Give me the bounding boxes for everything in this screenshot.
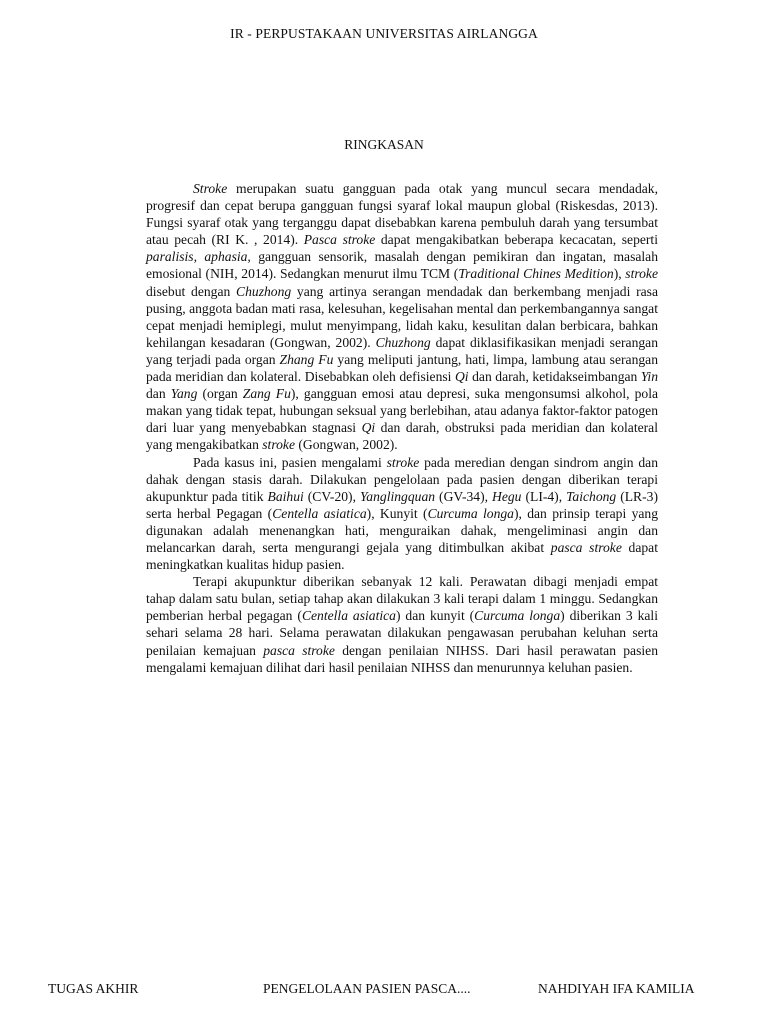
footer-center-label: PENGELOLAAN PASIEN PASCA....: [263, 981, 471, 996]
paragraph-2: [146, 454, 658, 574]
text-run: (Gongwan, 2002).: [294, 437, 398, 453]
text-run: Pada kasus ini, pasien mengalami: [193, 454, 387, 470]
text-run: ) dan kunyit (: [395, 608, 475, 624]
page-header: IR - PERPUSTAKAAN UNIVERSITAS AIRLANGGA: [230, 26, 538, 41]
text-run: ), Kunyit (: [366, 505, 428, 521]
italic-term: Chuzhong: [236, 283, 292, 299]
italic-term: Taichong: [566, 488, 617, 504]
text-run: merupakan suatu gangguan pada otak yang muncul secara mendadak, progresif dan cepat berupa gangguan fungsi syaraf lokal maupun global (Riskesdas, 2013). Fungsi syaraf otak yang terganggu dapat disebabkan karena pembuluh darah yang tersumbat atau pecah (RI K. , 2014).: [146, 181, 658, 248]
italic-term: Curcuma longa: [474, 608, 561, 624]
text-run: (organ: [197, 386, 243, 402]
text-run: yang artinya serangan mendadak dan berkembang menjadi rasa pusing, anggota badan mati rasa, kelesuhan, kegelisahan mental dan perkembangannya sangat cepat menjadi hemiplegi, mulut menyimpang, lidah kaku, kesulitan dalan berbicara, bahkan kehilangan kesadaran (Gongwan, 2002).: [146, 283, 658, 350]
text-run: dapat meningkatkan kualitas hidup pasien.: [146, 539, 658, 573]
italic-term: stroke: [386, 454, 420, 470]
italic-term: Centella asiatica: [301, 608, 396, 624]
italic-term: stroke: [262, 437, 295, 453]
text-run: (CV-20),: [303, 488, 360, 504]
footer-left-label: TUGAS AKHIR: [48, 981, 139, 996]
text-run: ),: [613, 266, 626, 282]
italic-term: Stroke: [193, 181, 228, 196]
italic-term: Curcuma longa: [427, 505, 514, 521]
italic-term: Traditional Chines Medition: [458, 266, 614, 282]
italic-term: Baihui: [267, 488, 304, 504]
italic-term: Yanglingquan: [360, 488, 436, 504]
text-run: Terapi akupunktur diberikan sebanyak 12 kali. Perawatan dibagi menjadi empat tahap dalam satu bulan, setiap tahap akan dilakukan 3 kali terapi dalam 1 minggu. Sedangkan pemberian herbal pegagan (: [146, 574, 658, 624]
text-run: gangguan sensorik, masalah dengan pemikiran dan ingatan, masalah emosional (NIH, 2014). Sedangkan menurut ilmu TCM (: [146, 249, 658, 282]
paragraph-1: [146, 180, 658, 454]
text-run: ), dan prinsip terapi yang digunakan adalah menenangkan hati, menguraikan dahak, mengeliminasi angin dan melancarkan darah, serta mengurangi gejala yang ditimbulkan akibat: [146, 505, 658, 555]
text-run: dapat diklasifikasikan menjadi serangan yang terjadi pada organ: [146, 334, 658, 367]
italic-term: Pasca stroke: [303, 232, 376, 248]
italic-term: Zang Fu: [242, 386, 291, 402]
summary-body: [146, 180, 658, 676]
text-run: dan darah, obstruksi pada meridian dan kolateral yang mengakibatkan: [146, 420, 658, 453]
italic-term: stroke: [625, 266, 658, 282]
text-run: pada meredian dengan sindrom angin dan dahak dengan stasis darah. Dilakukan pengelolaan pada pasien dengan diberikan terapi akupunktur pada titik: [146, 454, 659, 504]
text-run: ), gangguan emosi atau depresi, suka mengonsumsi alkohol, pola makan yang tidak tepat, hubungan seksual yang berlebihan, atau adanya faktor-faktor patogen dari luar yang menyebabkan stagnasi: [146, 386, 659, 436]
italic-term: Zhang Fu: [279, 351, 334, 367]
text-run: yang meliputi jantung, hati, limpa, lambung atau serangan pada meridian dan kolateral. Disebabkan oleh defisiensi: [146, 351, 658, 385]
italic-term: pasca stroke: [550, 539, 622, 555]
paragraph-3: [146, 573, 658, 676]
italic-term: Chuzhong: [375, 334, 431, 350]
text-run: dengan penilaian NIHSS. Dari hasil perawatan pasien mengalami kemajuan dilihat dari hasil penilaian NIHSS dan menurunnya keluhan pasien.: [146, 642, 658, 675]
italic-term: paralisis, aphasia,: [146, 249, 251, 265]
italic-term: Qi: [361, 420, 376, 436]
italic-term: Yin: [640, 369, 658, 385]
text-run: dapat mengakibatkan beberapa kecacatan, seperti: [375, 232, 658, 248]
text-run: dan darah, ketidakseimbangan: [468, 369, 641, 385]
italic-term: pasca stroke: [263, 642, 335, 658]
text-run: (LI-4),: [521, 488, 567, 504]
text-run: ) diberikan 3 kali sehari selama 28 hari. Selama perawatan dilakukan pengawasan perubahan keluhan serta penilaian kemajuan: [146, 608, 658, 658]
text-run: (LR-3) serta herbal Pegagan (: [146, 488, 658, 521]
italic-term: Hegu: [492, 488, 522, 504]
text-run: disebut dengan: [146, 283, 237, 299]
italic-term: Yang: [170, 386, 198, 402]
text-run: dan: [146, 386, 171, 402]
footer-author-label: NAHDIYAH IFA KAMILIA: [538, 981, 695, 996]
italic-term: Qi: [454, 369, 469, 385]
page-title: RINGKASAN: [344, 137, 424, 152]
page-footer: [0, 981, 768, 1001]
text-run: (GV-34),: [435, 488, 493, 504]
italic-term: Centella asiatica: [272, 505, 367, 521]
